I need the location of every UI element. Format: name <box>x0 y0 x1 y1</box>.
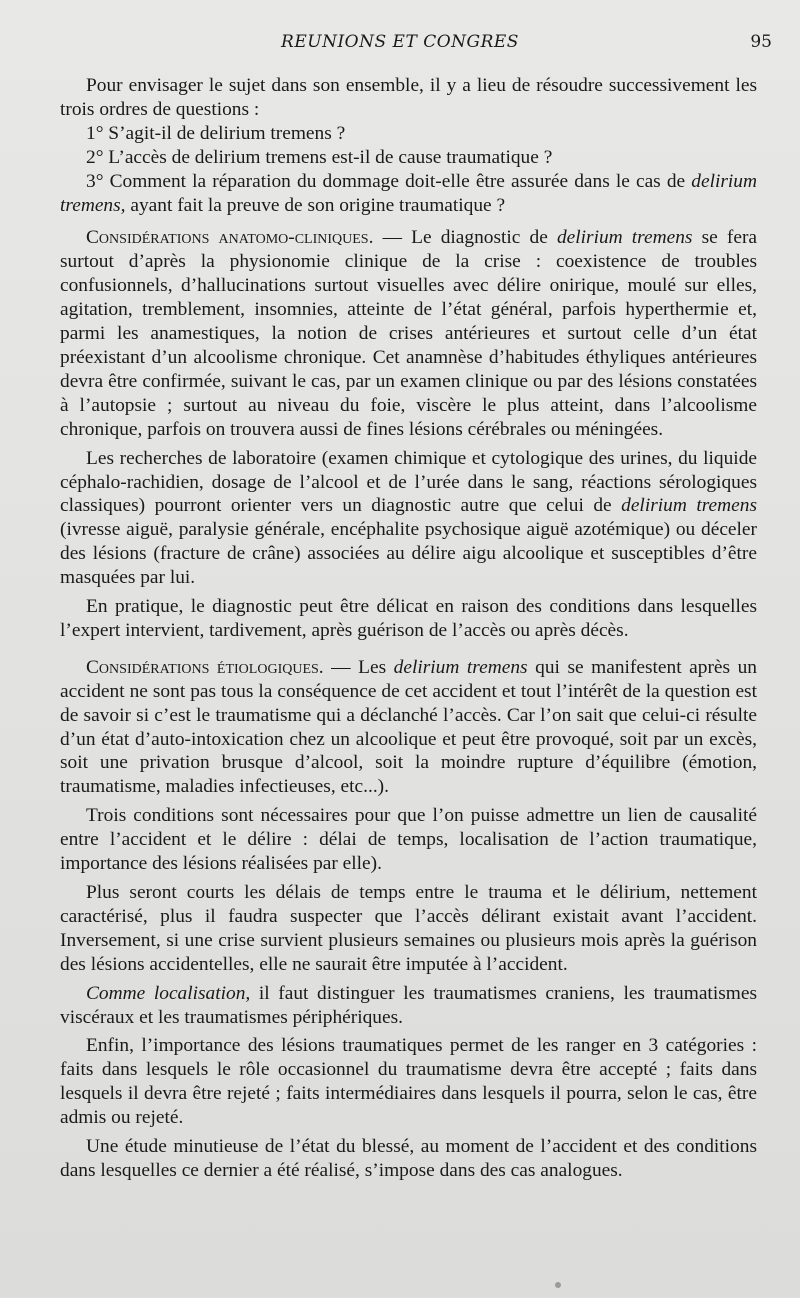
section-dash: — <box>373 227 412 249</box>
paragraph-practice: En pratique, le diagnostic peut être délicat en raison des conditions dans lesquelles l’expert intervient, tardivement, après guérison de l’accès ou après décès. <box>60 596 757 641</box>
paragraph-emphasis: Comme localisation, <box>86 982 251 1004</box>
section-anatomo-clinical <box>60 226 757 441</box>
section-emphasis: delirium tremens <box>556 227 693 249</box>
section-etiological <box>60 656 757 799</box>
paragraph-study: Une étude minutieuse de l’état du blessé, au moment de l’accident et des conditions dans lesquelles ce dernier a été réalisé, s’impose dans des cas analogues. <box>60 1136 757 1181</box>
paragraph-text: il faut distinguer les traumatismes craniens, les traumatismes viscéraux et les traumatismes périphériques. <box>60 982 757 1028</box>
running-title: REUNIONS ET CONGRES <box>281 32 519 52</box>
paragraph-importance: Enfin, l’importance des lésions traumatiques permet de les ranger en 3 catégories : faits dans lesquels le rôle occasionnel du traumatisme devra être accepté ; faits dans lesquels il devra être rejeté ; faits intermédiaires dans lesquels il pourra, selon le cas, être admis ou rejeté. <box>60 1035 757 1129</box>
section-text: Les <box>358 656 394 678</box>
paragraph-conditions: Trois conditions sont nécessaires pour que l’on puisse admettre un lien de causalité entre l’accident et le délire : délai de temps, localisation de l’action traumatique, importance des lésions réalisées par elle). <box>60 805 757 875</box>
section-emphasis: delirium tremens <box>393 656 528 678</box>
question-3-text-end: ayant fait la preuve de son origine traumatique ? <box>125 194 506 216</box>
paragraph-emphasis: delirium tremens <box>621 495 757 517</box>
paragraph-text-end: (ivresse aiguë, paralysie générale, encéphalite psychosique aiguë azotémique) ou déceler des lésions (fracture de crâne) associées au délire aigu alcoolique et susceptibles d’être masquées par lui. <box>60 519 757 589</box>
page-header <box>0 32 800 58</box>
paragraph-localisation <box>60 982 757 1030</box>
article-body <box>60 74 757 1183</box>
question-2: 2° L’accès de delirium tremens est-il de cause traumatique ? <box>86 146 553 168</box>
question-3-emphasis: delirium tremens, <box>60 170 757 216</box>
question-3-text: 3° Comment la réparation du dommage doit-elle être assurée dans le cas de <box>86 170 692 192</box>
section-heading: Considérations anatomo-cliniques. <box>86 227 374 249</box>
intro-paragraph: Pour envisager le sujet dans son ensemble, il y a lieu de résoudre successivement les trois ordres de questions : <box>60 75 757 120</box>
section-heading: Considérations étiologiques. <box>86 656 324 678</box>
question-1: 1° S’agit-il de delirium tremens ? <box>86 122 346 144</box>
print-speck <box>555 1282 561 1288</box>
section-text-end: se fera surtout d’après la physionomie clinique de la crise : coexistence de troubles confusionnels, d’hallucinations surtout visuelles avec délire onirique, moulé sur elles, agitation, tremblement, insomnies, atteinte de l’état général, parfois hyperthermie et, parmi les anamestiques, la notion de crises antérieures et surtout celle d’un état préexistant d’un alcoolisme chronique. Cet anamnèse d’habitudes éthyliques antérieures devra être confirmée, suivant le cas, par un examen clinique ou par des lésions constatées à l’autopsie ; surtout au niveau du foie, viscère le plus atteint, dans l’alcoolisme chronique, parfois on trouvera aussi de fines lésions cérébrales ou méningées. <box>60 227 758 440</box>
page-number: 95 <box>750 32 772 52</box>
paragraph-laboratory <box>60 447 757 590</box>
paragraph-text: Les recherches de laboratoire (examen chimique et cytologique des urines, du liquide céphalo-rachidien, dosage de l’alcool et de l’urée dans le sang, réactions sérologiques classiques) pourront orienter vers un diagnostic autre que celui de <box>60 447 757 517</box>
paragraph-delays: Plus seront courts les délais de temps entre le trauma et le délirium, nettement caractérisé, plus il faudra suspecter que l’accès délirant existait avant l’accident. Inversement, si une crise survient plusieurs semaines ou plusieurs mois après la guérison des lésions accidentelles, elle ne saurait être imputée à l’accident. <box>60 882 757 975</box>
section-dash: — <box>323 656 359 678</box>
question-3 <box>60 170 757 218</box>
section-text-end: qui se manifestent après un accident ne sont pas tous la conséquence de cet accident et tout l’intérêt de la question est de savoir si c’est le traumatisme qui a déclanché l’accès. Car l’on sait que celui-ci résulte d’un état d’auto-intoxication chez un alcoolique et peut être provoqué, soit par un excès, soit une privation brusque d’alcool, soit la moindre rupture d’équilibre (émotion, traumatisme, maladies infectieuses, etc...). <box>60 656 757 798</box>
section-text: Le diagnostic de <box>411 227 557 249</box>
